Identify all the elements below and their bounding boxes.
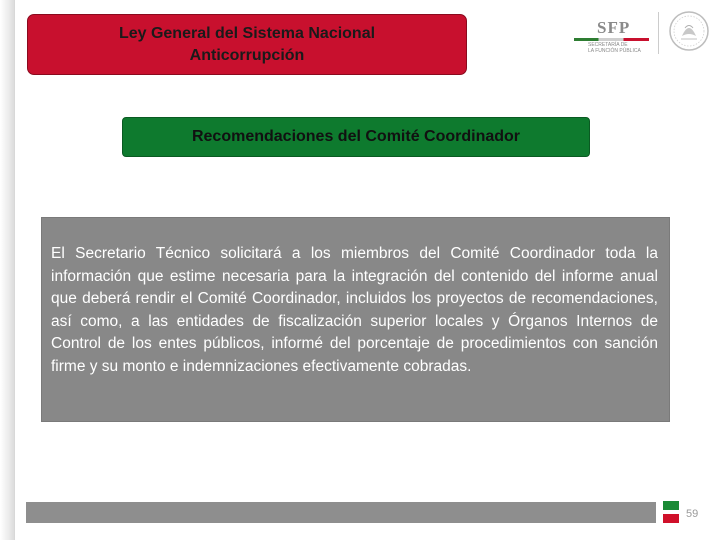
green-square	[663, 501, 679, 510]
flag-stripe	[574, 38, 649, 41]
sfp-logo	[570, 8, 715, 56]
national-seal-icon	[668, 10, 710, 52]
footer-bar	[26, 502, 656, 523]
title-line-1: Ley General del Sistema Nacional	[118, 24, 376, 42]
content-paragraph: El Secretario Técnico solicitará a los miembros del Comité Coordinador toda la información que estime necesaria para la integración del contenido del informe anual que deberá rendir el Comité Coordinador, incluidos los proyectos de recomendaciones, así como, a las entidades de fiscalización superior locales y Órganos Internos de Control de los entes públicos, informé del porcentaje de procedimientos con sanción firme y su monto e indemnizaciones efectivamente cobradas.	[51, 245, 658, 375]
left-edge-decoration	[0, 0, 15, 540]
section-subtitle	[122, 117, 590, 157]
red-square	[663, 514, 679, 523]
sfp-subtitle-line-2: LA FUNCIÓN PÚBLICA	[588, 48, 641, 54]
logo-divider	[658, 12, 659, 54]
sfp-subtitle	[588, 42, 641, 54]
content-panel	[41, 217, 670, 422]
sfp-brand-text: SFP	[597, 18, 631, 37]
page-title	[27, 14, 467, 75]
page-number: 59	[686, 508, 699, 520]
sfp-subtitle-line-1: SECRETARÍA DE	[588, 42, 628, 48]
footer-flag-marks	[663, 501, 679, 523]
section-subtitle-text: Recomendaciones del Comité Coordinador	[191, 128, 521, 145]
title-line-2: Anticorrupción	[189, 46, 305, 64]
